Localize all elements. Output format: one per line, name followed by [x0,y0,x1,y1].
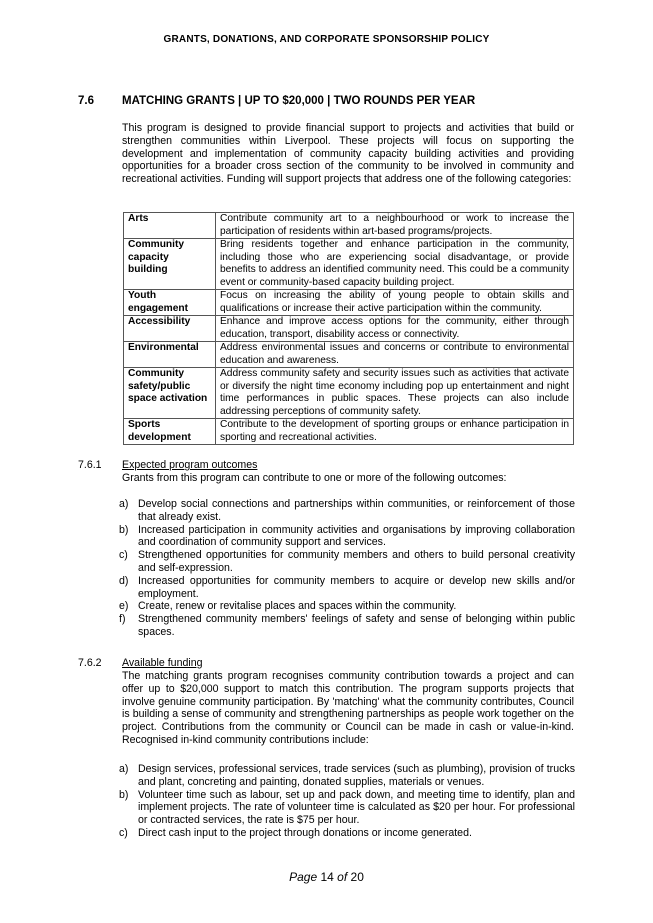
page-header: GRANTS, DONATIONS, AND CORPORATE SPONSORSHIP POLICY [163,34,490,45]
category-description: Address community safety and security issues such as activities that activate or diversify the night time economy including pop up entertainment and night time performances in public spaces. These projects can also include addressing perceptions of community safety. [216,368,574,419]
footer-page-total: 20 [350,870,364,884]
list-text: Create, renew or revitalise places and spaces within the community. [138,600,457,613]
category-row [124,368,574,419]
list-item [119,549,575,575]
category-name: Arts [124,213,216,239]
outcomes-title: Expected program outcomes [122,459,258,471]
list-text: Volunteer time such as labour, set up and pack down, and meeting time to identify, plan and implement projects. The rate of volunteer time is calculated as $20 per hour. For professional or contracted services, the rate is $75 per hour. [138,788,575,827]
category-row [124,213,574,239]
list-item [119,613,575,639]
list-text: Strengthened opportunities for community members and others to build personal creativity and self-expression. [138,549,575,574]
list-item [119,600,575,613]
section-title: MATCHING GRANTS | UP TO $20,000 | TWO ROUNDS PER YEAR [122,95,476,107]
outcomes-intro: Grants from this program can contribute to one or more of the following outcomes: [122,472,507,484]
categories-table [123,212,574,445]
funding-intro: The matching grants program recognises community contribution towards a project and can offer up to $20,000 support to match this contribution. The program supports projects that involve genuine community participation. By 'matching' what the community contributes, Council is building a sense of community and strengthening partnerships as people work together on the project. Contributions from the community or Council can be made in cash or value-in-kind. Recognised in-kind community contributions include: [122,670,574,746]
list-marker: a) [119,498,129,510]
funding-list [119,763,575,840]
list-item [119,827,575,840]
outcomes-list [119,498,575,639]
category-name: Community safety/public space activation [124,368,216,419]
list-item [119,789,575,827]
category-row [124,419,574,445]
section-intro: This program is designed to provide financial support to projects and activities that build or strengthen communities within Liverpool. These projects will focus on supporting the development and implementation of community capacity building activities and providing opportunities for a broader cross section of the community to be involved in community and recreational activities. Funding will support projects that address one of the following categories: [122,122,574,186]
outcomes-number: 7.6.1 [78,459,102,471]
list-text: Increased participation in community activities and organisations by improving collaboration and coordination of community support and services. [138,523,575,549]
section-number: 7.6 [78,95,94,107]
list-marker: a) [119,763,129,775]
category-description: Enhance and improve access options for the community, either through education, transport, disability access or connectivity. [216,316,574,342]
list-item [119,498,575,524]
footer-page-current: 14 [320,870,334,884]
list-marker: c) [119,826,128,839]
category-description: Address environmental issues and concerns or contribute to environmental education and awareness. [216,342,574,368]
list-item [119,763,575,789]
category-name: Accessibility [124,316,216,342]
category-name: Youth engagement [124,290,216,316]
category-description: Bring residents together and enhance participation in the community, including those who are experiencing social disadvantage, or provide benefits to address an identified community need. This could be a community event or community-based capacity building project. [216,239,574,290]
category-description: Focus on increasing the ability of young people to obtain skills and qualifications or increase their active participation within the community. [216,290,574,316]
list-text: Develop social connections and partnerships within communities, or reinforcement of those that already exist. [138,498,575,523]
footer-page-word: Page [289,870,318,884]
page-footer [0,870,653,884]
category-description: Contribute to the development of sporting groups or enhance participation in sporting and recreational activities. [216,419,574,445]
list-text: Design services, professional services, trade services (such as plumbing), provision of trucks and plant, concreting and painting, donated supplies, materials or venues. [138,763,575,788]
category-row [124,316,574,342]
category-row [124,342,574,368]
list-item [119,524,575,550]
list-marker: d) [119,574,129,587]
list-marker: b) [119,788,129,801]
list-marker: f) [119,613,126,626]
footer-of-word: of [337,870,348,884]
category-row [124,239,574,290]
list-text: Increased opportunities for community members to acquire or develop new skills and/or employment. [138,574,575,600]
category-name: Sports development [124,419,216,445]
list-text: Strengthened community members' feelings of safety and sense of belonging within public spaces. [138,613,575,638]
category-name: Environmental [124,342,216,368]
category-name: Community capacity building [124,239,216,290]
list-item [119,575,575,601]
list-marker: c) [119,549,128,562]
category-row [124,290,574,316]
category-description: Contribute community art to a neighbourhood or work to increase the participation of residents within art-based programs/projects. [216,213,574,239]
list-marker: e) [119,600,129,613]
list-text: Direct cash input to the project through donations or income generated. [138,826,472,839]
funding-number: 7.6.2 [78,657,102,669]
list-marker: b) [119,523,129,536]
funding-title: Available funding [122,657,203,669]
